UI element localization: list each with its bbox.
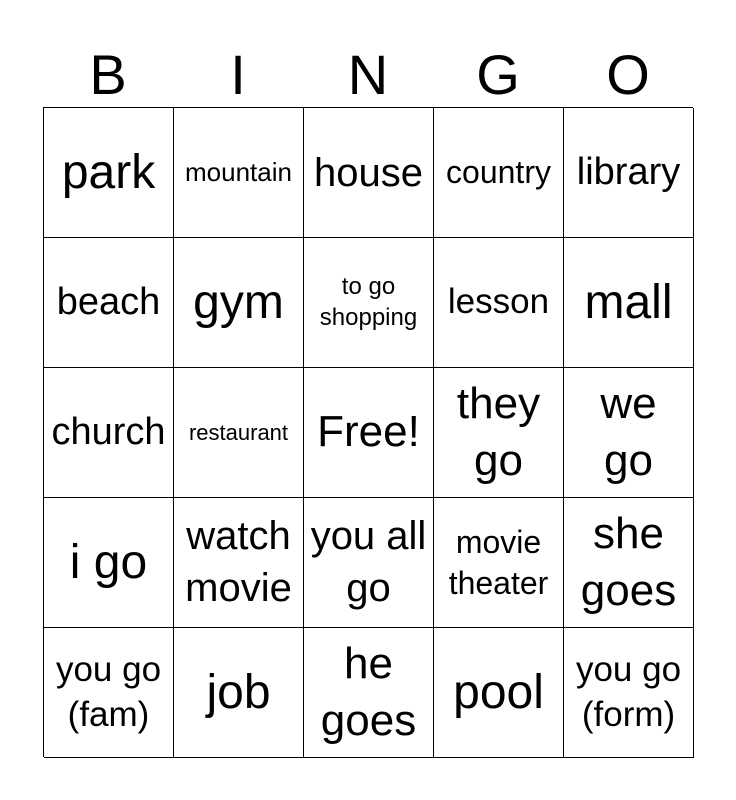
header-letter-i: I <box>230 43 246 106</box>
cell-label: beach <box>56 280 161 323</box>
header-letter-n: N <box>347 43 389 106</box>
cell-label: house <box>314 150 423 195</box>
bingo-cell[interactable] <box>564 628 694 758</box>
bingo-cell[interactable] <box>44 108 174 238</box>
bingo-cell[interactable] <box>304 368 434 498</box>
cell-label: mall <box>584 275 673 329</box>
bingo-cell[interactable] <box>304 628 434 758</box>
bingo-cell[interactable] <box>44 498 174 628</box>
cell-label: church <box>51 410 166 453</box>
cell-label: gym <box>193 275 284 329</box>
cell-label: i go <box>69 535 148 589</box>
cell-label: to go shopping <box>319 272 418 331</box>
cell-label: country <box>446 154 551 191</box>
bingo-cell[interactable] <box>44 628 174 758</box>
header-letter-g: G <box>476 43 520 106</box>
cell-label: you all go <box>310 514 427 610</box>
bingo-cell[interactable] <box>564 108 694 238</box>
cell-label: pool <box>453 665 544 719</box>
cell-label: restaurant <box>188 419 289 445</box>
cell-label: she goes <box>580 509 677 615</box>
bingo-cell[interactable] <box>434 628 564 758</box>
bingo-cell[interactable] <box>564 368 694 498</box>
cell-label: movie theater <box>448 523 549 601</box>
cell-label: you go (fam) <box>55 649 162 734</box>
bingo-cell[interactable] <box>564 498 694 628</box>
bingo-cell[interactable] <box>44 238 174 368</box>
bingo-cell[interactable] <box>434 238 564 368</box>
bingo-cell[interactable] <box>304 498 434 628</box>
cell-label: they go <box>456 379 541 485</box>
cell-label: park <box>61 145 156 199</box>
bingo-card <box>43 107 693 757</box>
cell-label: Free! <box>317 407 420 457</box>
bingo-cell[interactable] <box>304 108 434 238</box>
bingo-cell[interactable] <box>434 498 564 628</box>
bingo-cell[interactable] <box>434 368 564 498</box>
cell-label: watch movie <box>185 514 292 610</box>
bingo-cell[interactable] <box>174 628 304 758</box>
bingo-cell[interactable] <box>174 238 304 368</box>
bingo-header <box>43 44 693 106</box>
header-letter-b: B <box>89 43 127 106</box>
bingo-cell[interactable] <box>44 368 174 498</box>
cell-label: he goes <box>320 639 417 745</box>
bingo-cell[interactable] <box>434 108 564 238</box>
cell-label: library <box>576 150 681 193</box>
cell-label: you go (form) <box>575 649 682 734</box>
cell-label: we go <box>600 379 657 485</box>
bingo-cell[interactable] <box>304 238 434 368</box>
bingo-cell[interactable] <box>174 498 304 628</box>
bingo-cell[interactable] <box>174 368 304 498</box>
cell-label: mountain <box>185 156 292 187</box>
bingo-cell[interactable] <box>174 108 304 238</box>
bingo-cell[interactable] <box>564 238 694 368</box>
cell-label: lesson <box>447 282 550 322</box>
header-letter-o: O <box>606 43 650 106</box>
cell-label: job <box>206 665 271 719</box>
